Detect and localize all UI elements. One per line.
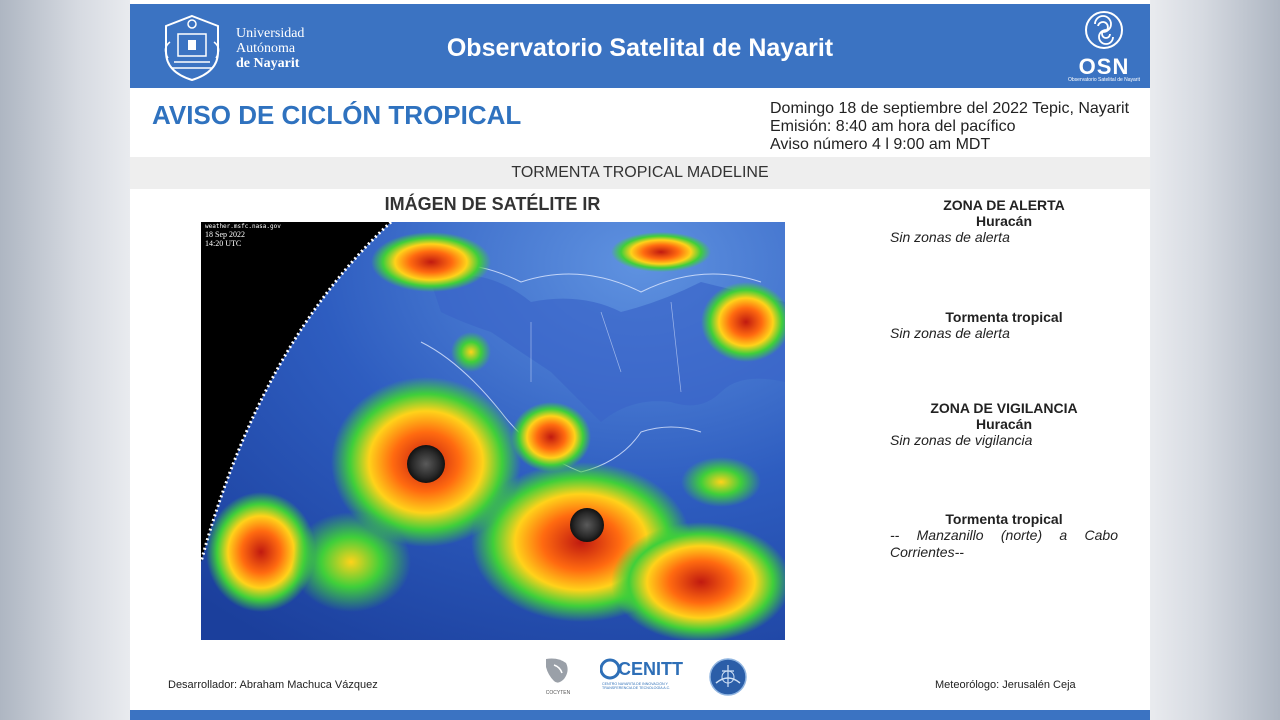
observatory-seal-icon	[708, 657, 748, 697]
cocyten-logo-icon	[540, 655, 576, 697]
cenitt-label: CENITT	[618, 659, 683, 679]
storm-name-bar: TORMENTA TROPICAL MADELINE	[130, 157, 1150, 189]
footer-bar	[130, 710, 1150, 720]
notice-meta	[770, 100, 1129, 154]
osn-logo-subtitle: Observatorio Satelital de Nayarit	[1068, 77, 1140, 83]
osn-logo-text: OSN	[1078, 54, 1130, 79]
alert-zone	[890, 197, 1118, 245]
header-bar	[130, 4, 1150, 88]
meteorologist-credit: Meteorólogo: Jerusalén Ceja	[935, 679, 1076, 691]
satellite-stamp-source: weather.msfc.nasa.gov	[205, 223, 281, 230]
notice-title: AVISO DE CICLÓN TROPICAL	[152, 100, 522, 130]
cocyten-label: COCYTEN	[545, 690, 571, 696]
watch-storm-label: Tormenta tropical	[945, 511, 1063, 527]
watch-hurricane-label: Huracán	[975, 416, 1033, 432]
notice-number: Aviso número 4 l 9:00 am MDT	[770, 136, 991, 153]
alert-hurricane-text: Sin zonas de alerta	[890, 229, 1010, 245]
notice-date: Domingo 18 de septiembre del 2022 Tepic, Nayarit	[770, 100, 1130, 117]
watch-storm-zone	[890, 511, 1118, 561]
cenitt-subtitle: CENTRO NAYARITA DE INNOVACIÓN Y TRANSFERENCIA DE TECNOLOGÍA A.C.	[602, 682, 671, 691]
observatory-title: Observatorio Satelital de Nayarit	[446, 34, 834, 62]
satellite-stamp-date: 18 Sep 2022	[205, 230, 245, 239]
notice-emission: Emisión: 8:40 am hora del pacífico	[770, 118, 1016, 135]
watch-zone	[890, 400, 1118, 448]
university-line1: Universidad	[236, 26, 305, 41]
university-line2: Autónoma	[236, 41, 296, 56]
alert-heading: ZONA DE ALERTA	[943, 197, 1065, 213]
alert-hurricane-label: Huracán	[975, 213, 1033, 229]
watch-heading: ZONA DE VIGILANCIA	[930, 400, 1078, 416]
background-left	[0, 0, 130, 720]
university-line3: de Nayarit	[236, 56, 300, 71]
alert-storm-label: Tormenta tropical	[945, 309, 1063, 325]
alert-storm-zone	[890, 309, 1118, 341]
satellite-ir-image	[201, 222, 785, 640]
background-right	[1150, 0, 1280, 720]
satellite-title: IMÁGEN DE SATÉLITE IR	[384, 194, 601, 214]
cenitt-logo-icon	[600, 655, 700, 697]
satellite-stamp-time: 14:20 UTC	[205, 239, 242, 248]
developer-credit: Desarrollador: Abraham Machuca Vázquez	[168, 679, 378, 691]
notice-document	[130, 0, 1150, 720]
alert-storm-text: Sin zonas de alerta	[890, 325, 1010, 341]
watch-storm-text: -- Manzanillo (norte) a Cabo Corrientes--	[890, 527, 1118, 560]
watch-hurricane-text: Sin zonas de vigilancia	[890, 432, 1033, 448]
